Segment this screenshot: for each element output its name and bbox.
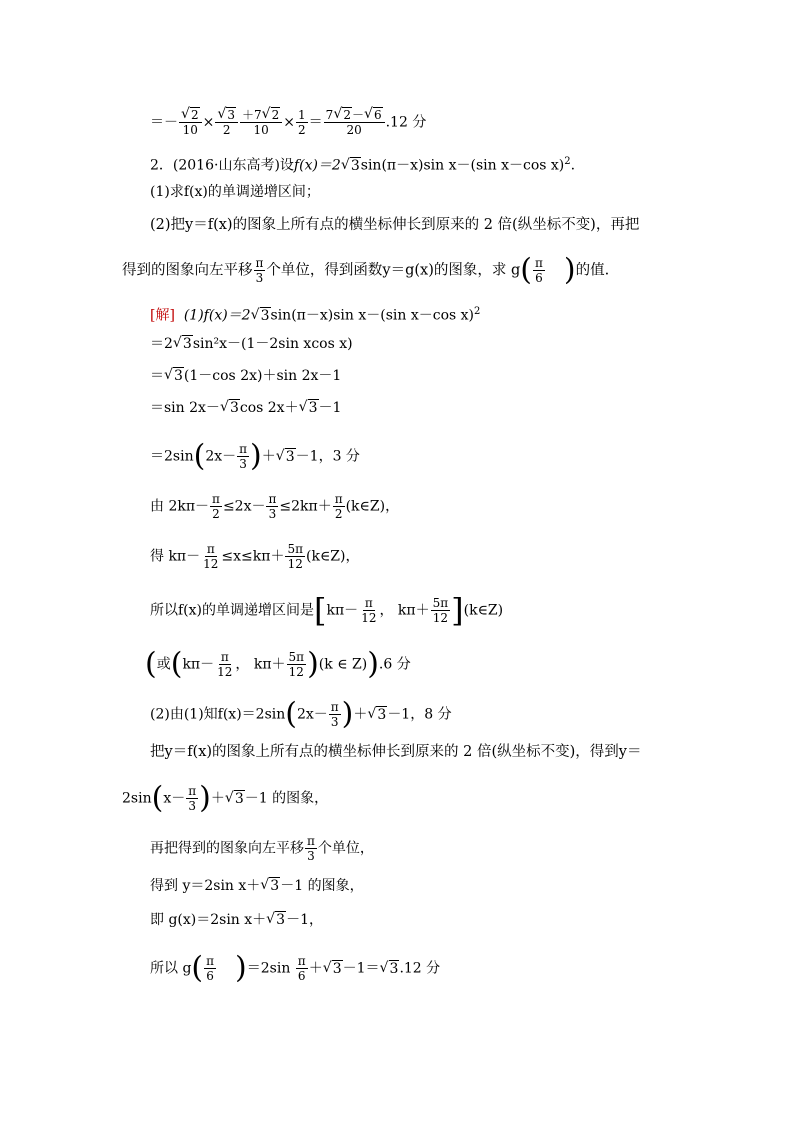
solution-line-4: ＝sin 2x－√ 3cos 2x＋√ 3－1 <box>150 398 341 418</box>
question-2-statement: 2．(2016·山东高考)设f(x)＝2√ 3sin(π－x)sin x－(sin x－cos x)$^2$. <box>150 152 575 176</box>
solution-line-6: 由 2kπ－ $\frac{\pi}{2}$ ≤2x－ $\frac{\pi}{3}$ ≤2kπ＋ $\frac{\pi}{2}$ (k∈Z)， <box>150 492 400 521</box>
question-2-part-2a: (2)把y＝f(x)的图象上所有点的横坐标伸长到原来的 2 倍(纵坐标不变)，再把 <box>150 217 640 233</box>
radicand: 2 <box>191 108 199 122</box>
solution-line-9: (或(kπ－ $\frac{\pi}{12}$ ， kπ＋ $\frac{5\pi}{12}$ )(k ∈ Z)).6 分 <box>145 646 411 682</box>
solution-line-11: 把y＝f(x)的图象上所有点的横坐标伸长到原来的 2 倍(纵坐标不变)，得到y＝ <box>150 744 642 760</box>
solution-line-5: ＝2sin(2x－ $\frac{\pi}{3}$ )＋√ 3－1，3 分 <box>150 442 360 471</box>
text: ＝－ <box>150 114 178 131</box>
denominator: 10 <box>182 123 198 137</box>
fraction <box>240 108 282 137</box>
radicand: 2 <box>271 108 280 122</box>
solution-line-1: [解] (1)f(x)＝2√ 3sin(π－x)sin x－(sin x－cos x)$^2$ <box>150 302 480 326</box>
solution-tag: [解] <box>150 307 175 324</box>
denominator: 10 <box>253 123 269 137</box>
fraction <box>179 108 202 137</box>
fraction <box>215 108 238 137</box>
text: × <box>202 114 215 131</box>
fraction: $\frac{1}{2}$ <box>298 108 306 137</box>
solution-line-8: 所以f(x)的单调递增区间是[kπ－ $\frac{\pi}{12}$ ， kπ＋ $\frac{5\pi}{12}$ ](k∈Z) <box>150 591 504 630</box>
question-2-part-2b: 得到的图象向左平移 $\frac{\pi}{3}$ 个单位，得到函数y＝g(x)的图象，求 g( $\frac{\pi}{6}$ )的值. <box>122 252 610 288</box>
score: .12 分 <box>385 114 427 131</box>
solution-line-14: 得到 y＝2sin x＋√ 3－1 的图象， <box>150 876 364 896</box>
solution-line-2: ＝2√ 3sin²x－(1－2sin xcos x) <box>150 334 353 354</box>
solution-line-10: (2)由(1)知f(x)＝2sin(2x－ $\frac{\pi}{3}$ )＋√ 3－1，8 分 <box>150 700 452 729</box>
solution-line-16: 所以 g( $\frac{\pi}{6}$ )＝2sin $\frac{\pi}{6}$ ＋√ 3－1＝√ 3.12 分 <box>150 954 440 983</box>
solution-line-15: 即 g(x)＝2sin x＋√ 3－1， <box>150 910 323 930</box>
text: × <box>283 114 296 131</box>
text: ＋7 <box>242 108 262 122</box>
solution-line-7: 得 kπ－ $\frac{\pi}{12}$ ≤x≤kπ＋ $\frac{5\pi}{12}$ (k∈Z)， <box>150 542 360 571</box>
solution-line-13: 再把得到的图象向左平移 $\frac{\pi}{3}$ 个单位， <box>150 834 374 863</box>
radicand: 3 <box>227 108 236 122</box>
fraction: $\frac{7√ 2-√ 6}{20}$ <box>324 108 385 137</box>
equation-line-1 <box>150 108 426 137</box>
solution-line-3: ＝√ 3(1－cos 2x)＋sin 2x－1 <box>150 366 341 386</box>
solution-line-12: 2sin(x－ $\frac{\pi}{3}$ )＋√ 3－1 的图象， <box>122 784 328 813</box>
text: ＝ <box>308 114 323 131</box>
question-2-part-1: (1)求f(x)的单调递增区间； <box>150 184 320 200</box>
denominator: 2 <box>222 123 231 137</box>
